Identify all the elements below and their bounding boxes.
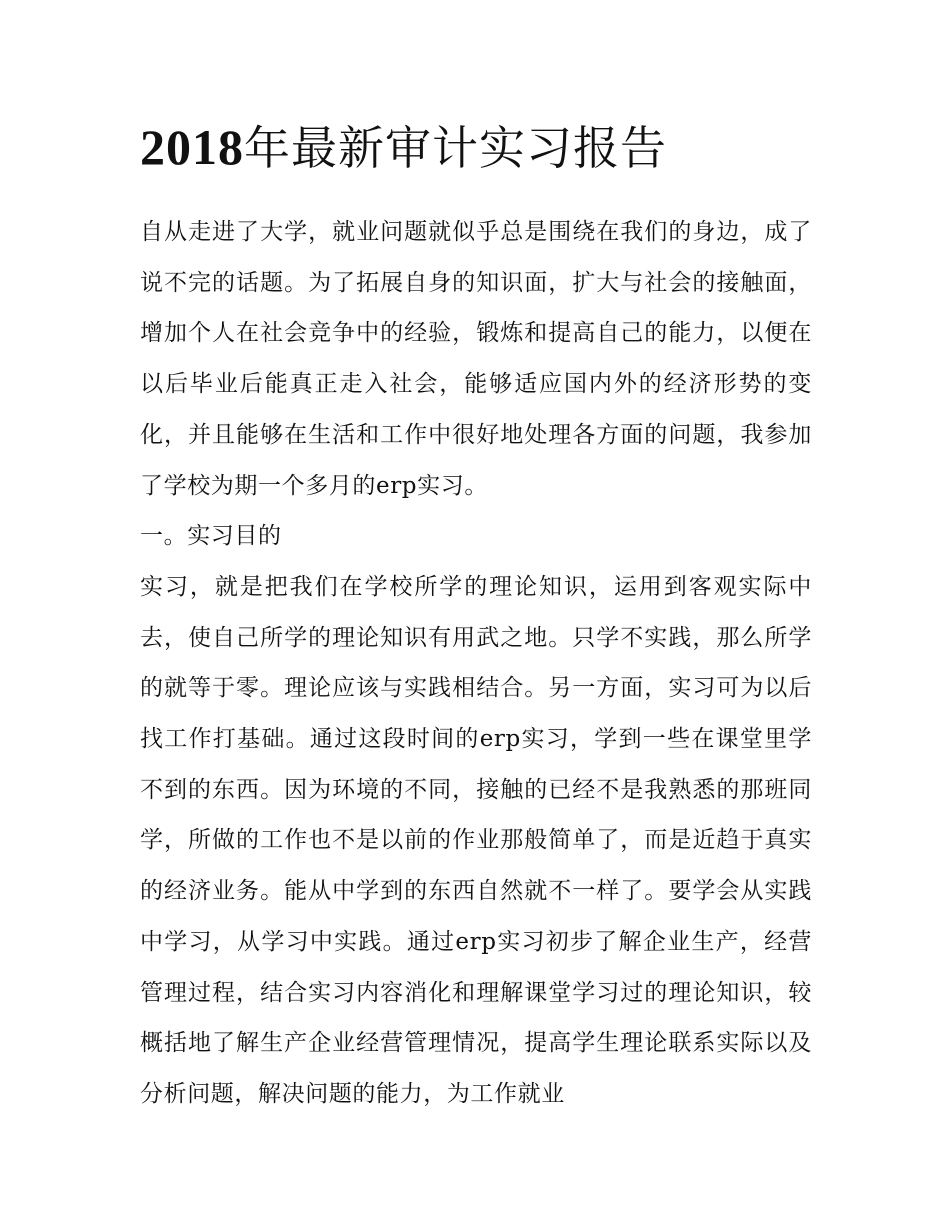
title-year: 2018 [140, 119, 244, 175]
purpose-paragraph: 实习，就是把我们在学校所学的理论知识，运用到客观实际中去，使自己所学的理论知识有用武之地。只学不实践，那么所学的就等于零。理论应该与实践相结合。另一方面，实习可为以后找工作打基础。通过这段时间的erp实习，学到一些在课堂里学不到的东西。因为环境的不同，接触的已经不是我熟悉的那班同学，所做的工作也不是以前的作业那般简单了，而是近趋于真实的经济业务。能从中学到的东西自然就不一样了。要学会从实践中学习，从学习中实践。通过erp实习初步了解企业生产，经营管理过程，结合实习内容消化和理解课堂学习过的理论知识，较概括地了解生产企业经营管理情况，提高学生理论联系实际以及分析问题，解决问题的能力，为工作就业 [140, 573, 812, 1107]
document-title [140, 112, 812, 183]
intro-paragraph: 自从走进了大学，就业问题就似乎总是围绕在我们的身边，成了说不完的话题。为了拓展自身的知识面，扩大与社会的接触面，增加个人在社会竞争中的经验，锻炼和提高自己的能力，以便在以后毕业后能真正走入社会，能够适应国内外的经济形势的变化，并且能够在生活和工作中很好地处理各方面的问题，我参加了学校为期一个多月的erp实习。 [140, 219, 812, 499]
title-text: 年最新审计实习报告 [244, 121, 667, 175]
section-heading: 一。实习目的 [140, 523, 282, 550]
document-body [140, 112, 812, 1120]
